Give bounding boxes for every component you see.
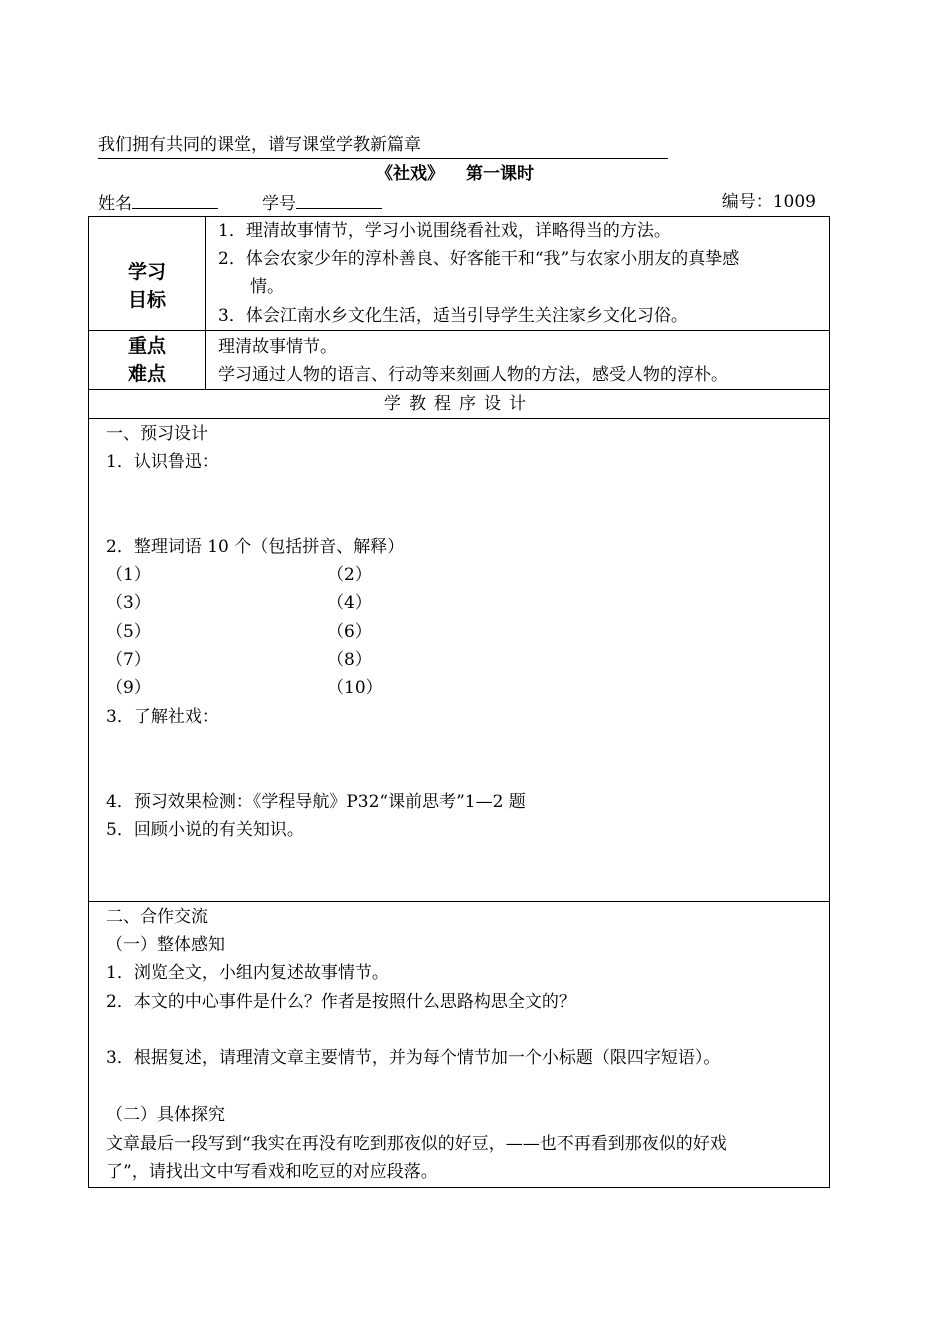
- keypoint-1: 理清故事情节。: [218, 337, 337, 357]
- blank-left-5: （9）: [106, 678, 151, 698]
- blank-right-5: （10）: [327, 678, 383, 698]
- page-title: [0, 162, 910, 186]
- blank-left-2: （3）: [106, 593, 151, 613]
- blank-left-3: （5）: [106, 622, 151, 642]
- keypoints-label: [90, 332, 204, 388]
- cooperation-q3: 3．根据复述，请理清文章主要情节，并为每个情节加一个小标题（限四字短语）。: [106, 1048, 721, 1068]
- objectives-label-line1: 学习: [127, 261, 166, 283]
- name-field: [98, 190, 218, 216]
- blank-right-3: （6）: [327, 622, 372, 642]
- code-label: 编号：1009: [721, 192, 816, 212]
- blank-right-4: （8）: [327, 650, 372, 670]
- name-blank[interactable]: [132, 190, 218, 209]
- preview-q1: 1．认识鲁迅：: [106, 452, 219, 472]
- objective-2-cont: 情。: [250, 277, 284, 297]
- keypoints-label-line1: 重点: [127, 335, 166, 357]
- preview-q5: 5．回顾小说的有关知识。: [106, 820, 304, 840]
- blank-left-1: （1）: [106, 565, 151, 585]
- row-divider-4: [88, 901, 830, 902]
- row-divider-1: [88, 330, 830, 331]
- cooperation-sub2: （二）具体探究: [106, 1105, 225, 1125]
- objective-1: 1．理清故事情节，学习小说围绕看社戏，详略得当的方法。: [218, 221, 671, 241]
- name-label: 姓名: [98, 194, 132, 214]
- objectives-label: [90, 258, 204, 314]
- motto: 我们拥有共同的课堂，谱写课堂学教新篇章: [98, 133, 668, 159]
- keypoints-label-line2: 难点: [127, 363, 166, 385]
- preview-q3: 3．了解社戏：: [106, 707, 219, 727]
- label-column-divider: [205, 216, 206, 390]
- blank-right-1: （2）: [327, 565, 372, 585]
- id-field: [262, 190, 382, 216]
- id-blank[interactable]: [296, 190, 382, 209]
- objectives-label-line2: 目标: [127, 289, 166, 311]
- procedure-title: 学教程序设计: [384, 394, 534, 414]
- cooperation-p1: 文章最后一段写到“我实在再没有吃到那夜似的好豆，——也不再看到那夜似的好戏: [106, 1134, 727, 1154]
- cooperation-q1: 1．浏览全文，小组内复述故事情节。: [106, 963, 389, 983]
- id-label: 学号: [262, 194, 296, 214]
- cooperation-q2: 2．本文的中心事件是什么？作者是按照什么思路构思全文的？: [106, 992, 576, 1012]
- preview-heading: 一、预习设计: [106, 424, 208, 444]
- objective-2: 2．体会农家少年的淳朴善良、好客能干和“我”与农家小朋友的真挚感: [218, 249, 740, 269]
- title-text: 《社戏》: [376, 164, 444, 184]
- objective-3: 3．体会江南水乡文化生活，适当引导学生关注家乡文化习俗。: [218, 306, 688, 326]
- preview-q2: 2．整理词语 10 个（包括拼音、解释）: [106, 537, 405, 557]
- lesson-text: 第一课时: [466, 164, 534, 184]
- preview-q4: 4．预习效果检测：《学程导航》P32“课前思考”1—2 题: [106, 792, 526, 812]
- blank-right-2: （4）: [327, 593, 372, 613]
- row-divider-3: [88, 418, 830, 419]
- cooperation-p2: 了”，请找出文中写看戏和吃豆的对应段落。: [106, 1162, 438, 1182]
- cooperation-sub1: （一）整体感知: [106, 935, 225, 955]
- cooperation-heading: 二、合作交流: [106, 907, 208, 927]
- blank-left-4: （7）: [106, 650, 151, 670]
- keypoint-2: 学习通过人物的语言、行动等来刻画人物的方法，感受人物的淳朴。: [218, 365, 728, 385]
